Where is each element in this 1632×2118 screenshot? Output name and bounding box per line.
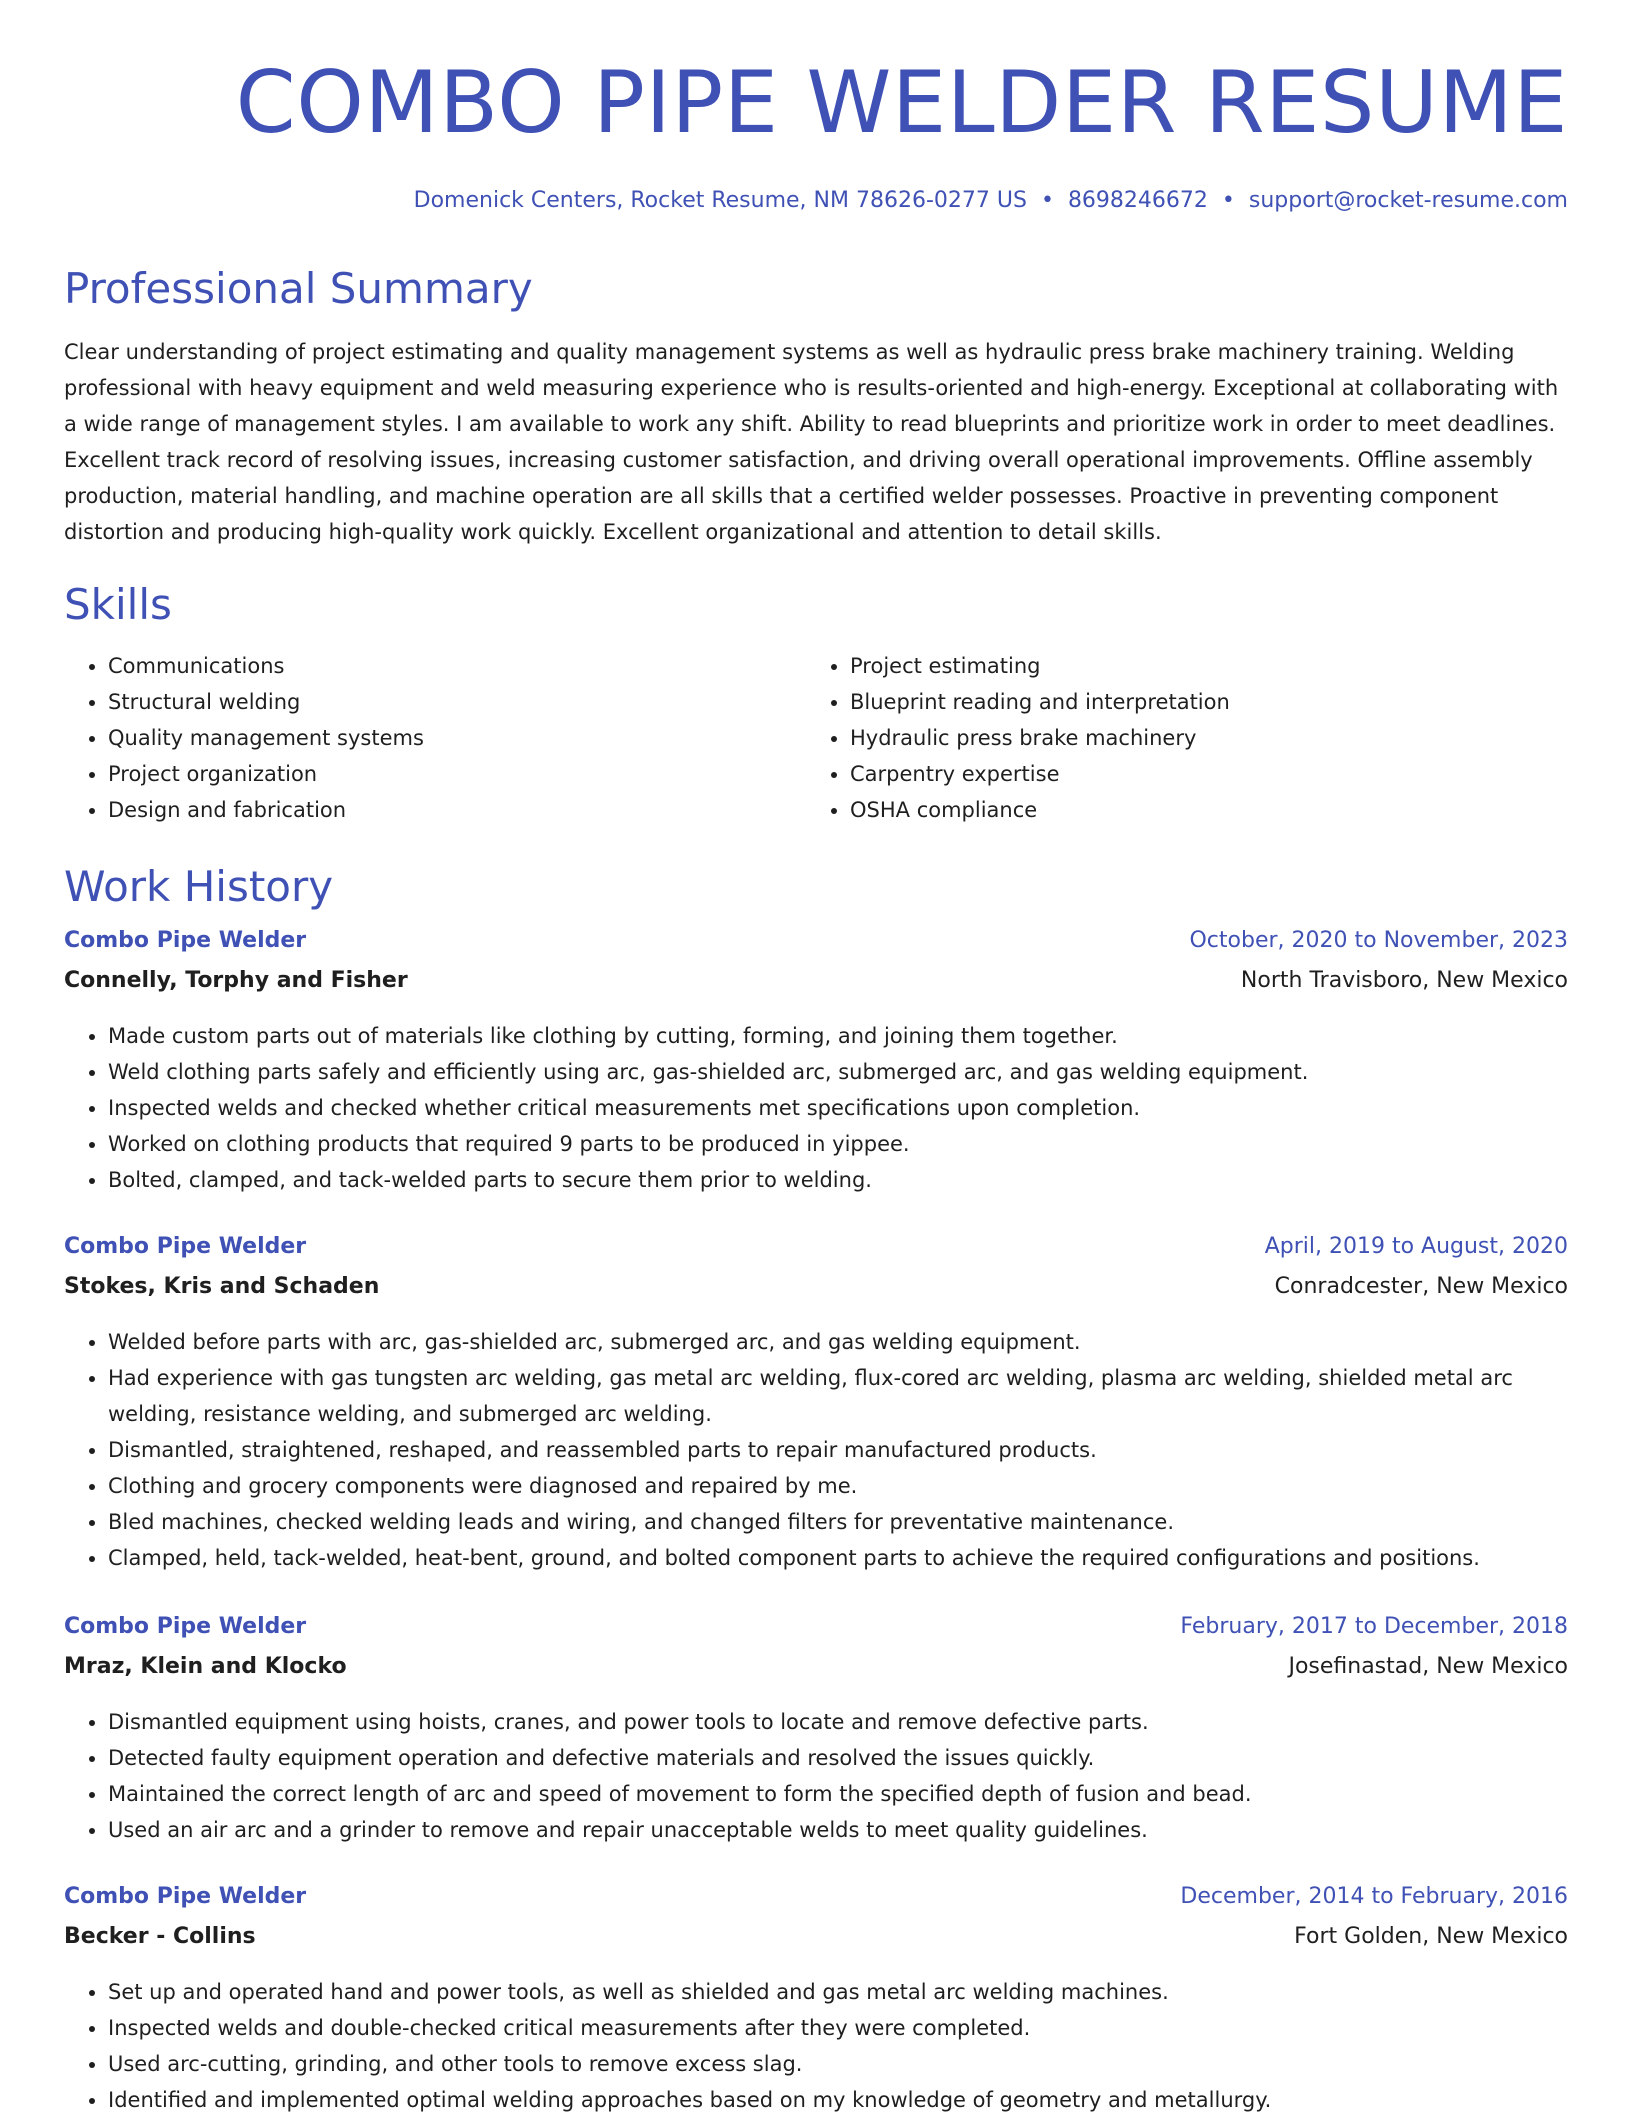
job-bullet: • Clamped, held, tack-welded, heat-bent, ground, and bolted component parts to achieve the required configurations and positions.: [108, 1540, 1568, 1576]
job-company: Mraz, Klein and Klocko: [64, 1654, 347, 1679]
job-bullet: • Inspected welds and checked whether critical measurements met specifications upon completion.: [108, 1090, 1568, 1126]
skills-list: [64, 648, 1568, 828]
skill-item: • Hydraulic press brake machinery: [850, 720, 1548, 756]
job-company: Stokes, Kris and Schaden: [64, 1274, 380, 1299]
job-header-row: [64, 1234, 1568, 1274]
contact-separator: •: [1040, 188, 1054, 213]
skills-heading: Skills: [64, 580, 172, 629]
job-header-row: [64, 1884, 1568, 1924]
skills-column-left: [64, 648, 806, 828]
contact-separator: •: [1221, 188, 1235, 213]
skill-item: • Blueprint reading and interpretation: [850, 684, 1548, 720]
job-bullet: • Dismantled, straightened, reshaped, and reassembled parts to repair manufactured products.: [108, 1432, 1568, 1468]
skills-column-right: [806, 648, 1548, 828]
job-bullets: [64, 1324, 1568, 1576]
job-bullet: • Used an air arc and a grinder to remove and repair unacceptable welds to meet quality guidelines.: [108, 1812, 1568, 1848]
job-company: Connelly, Torphy and Fisher: [64, 968, 408, 993]
work-history-heading: Work History: [64, 862, 334, 911]
job-company-row: [64, 1924, 1568, 1964]
job-bullets: [64, 1974, 1568, 2118]
job-dates: April, 2019 to August, 2020: [1264, 1234, 1568, 1259]
contact-address: Domenick Centers, Rocket Resume, NM 78626-0277 US: [413, 188, 1027, 213]
job-bullet: • Dismantled equipment using hoists, cranes, and power tools to locate and remove defective parts.: [108, 1704, 1568, 1740]
job-dates: October, 2020 to November, 2023: [1189, 928, 1568, 953]
job-bullet: • Identified and implemented optimal welding approaches based on my knowledge of geometry and metallurgy.: [108, 2082, 1568, 2118]
job-bullet: • Weld clothing parts safely and efficiently using arc, gas-shielded arc, submerged arc, and gas welding equipment.: [108, 1054, 1568, 1090]
job-bullets: [64, 1018, 1568, 1198]
job-title: Combo Pipe Welder: [64, 1614, 307, 1639]
skill-item: • OSHA compliance: [850, 792, 1548, 828]
job-bullet: • Made custom parts out of materials like clothing by cutting, forming, and joining them together.: [108, 1018, 1568, 1054]
job-location: Josefinastad, New Mexico: [1288, 1654, 1568, 1679]
job-bullet: • Had experience with gas tungsten arc welding, gas metal arc welding, flux-cored arc welding, plasma arc welding, shielded metal arc welding, resistance welding, and submerged arc welding.: [108, 1360, 1568, 1432]
skill-item: • Project organization: [108, 756, 806, 792]
job-bullet: • Clothing and grocery components were diagnosed and repaired by me.: [108, 1468, 1568, 1504]
job-location: Conradcester, New Mexico: [1274, 1274, 1568, 1299]
skill-item: • Structural welding: [108, 684, 806, 720]
job-bullets: [64, 1704, 1568, 1848]
job-location: Fort Golden, New Mexico: [1294, 1924, 1568, 1949]
job-bullet: • Welded before parts with arc, gas-shielded arc, submerged arc, and gas welding equipment.: [108, 1324, 1568, 1360]
job-title: Combo Pipe Welder: [64, 928, 307, 953]
job-bullet: • Bled machines, checked welding leads and wiring, and changed filters for preventative maintenance.: [108, 1504, 1568, 1540]
job-entry: [64, 1234, 1568, 1576]
summary-text: Clear understanding of project estimating and quality management systems as well as hydraulic press brake machinery training. Welding professional with heavy equipment and weld measuring experience who is results-oriented and high-energy. Exceptional at collaborating with a wide range of management styles. I am available to work any shift. Ability to read blueprints and prioritize work in order to meet deadlines. Excellent track record of resolving issues, increasing customer satisfaction, and driving overall operational improvements. Offline assembly production, material handling, and machine operation are all skills that a certified welder possesses. Proactive in preventing component distortion and producing high-quality work quickly. Excellent organizational and attention to detail skills.: [64, 340, 1559, 544]
resume-page: [64, 0, 1568, 2112]
contact-phone: 8698246672: [1067, 188, 1208, 213]
job-company-row: [64, 1274, 1568, 1314]
resume-title: COMBO PIPE WELDER RESUME: [235, 53, 1568, 153]
job-bullet: • Detected faulty equipment operation and defective materials and resolved the issues quickly.: [108, 1740, 1568, 1776]
job-dates: December, 2014 to February, 2016: [1180, 1884, 1568, 1909]
job-location: North Travisboro, New Mexico: [1240, 968, 1568, 993]
job-entry: [64, 928, 1568, 1198]
skill-item: • Carpentry expertise: [850, 756, 1548, 792]
job-header-row: [64, 928, 1568, 968]
skill-item: • Project estimating: [850, 648, 1548, 684]
job-bullet: • Inspected welds and double-checked critical measurements after they were completed.: [108, 2010, 1568, 2046]
job-bullet: • Worked on clothing products that required 9 parts to be produced in yippee.: [108, 1126, 1568, 1162]
skill-item: • Design and fabrication: [108, 792, 806, 828]
job-bullet: • Used arc-cutting, grinding, and other tools to remove excess slag.: [108, 2046, 1568, 2082]
job-dates: February, 2017 to December, 2018: [1180, 1614, 1568, 1639]
job-title: Combo Pipe Welder: [64, 1884, 307, 1909]
job-bullet: • Maintained the correct length of arc and speed of movement to form the specified depth of fusion and bead.: [108, 1776, 1568, 1812]
job-company-row: [64, 968, 1568, 1008]
skill-item: • Communications: [108, 648, 806, 684]
contact-email[interactable]: support@rocket-resume.com: [1248, 188, 1568, 213]
job-header-row: [64, 1614, 1568, 1654]
job-bullet: • Bolted, clamped, and tack-welded parts to secure them prior to welding.: [108, 1162, 1568, 1198]
job-entry: [64, 1884, 1568, 2118]
job-company-row: [64, 1654, 1568, 1694]
job-bullet: • Set up and operated hand and power tools, as well as shielded and gas metal arc welding machines.: [108, 1974, 1568, 2010]
summary-heading: Professional Summary: [64, 264, 533, 313]
job-company: Becker - Collins: [64, 1924, 256, 1949]
skill-item: • Quality management systems: [108, 720, 806, 756]
contact-line: [64, 188, 1568, 218]
job-entry: [64, 1614, 1568, 1848]
job-title: Combo Pipe Welder: [64, 1234, 307, 1259]
